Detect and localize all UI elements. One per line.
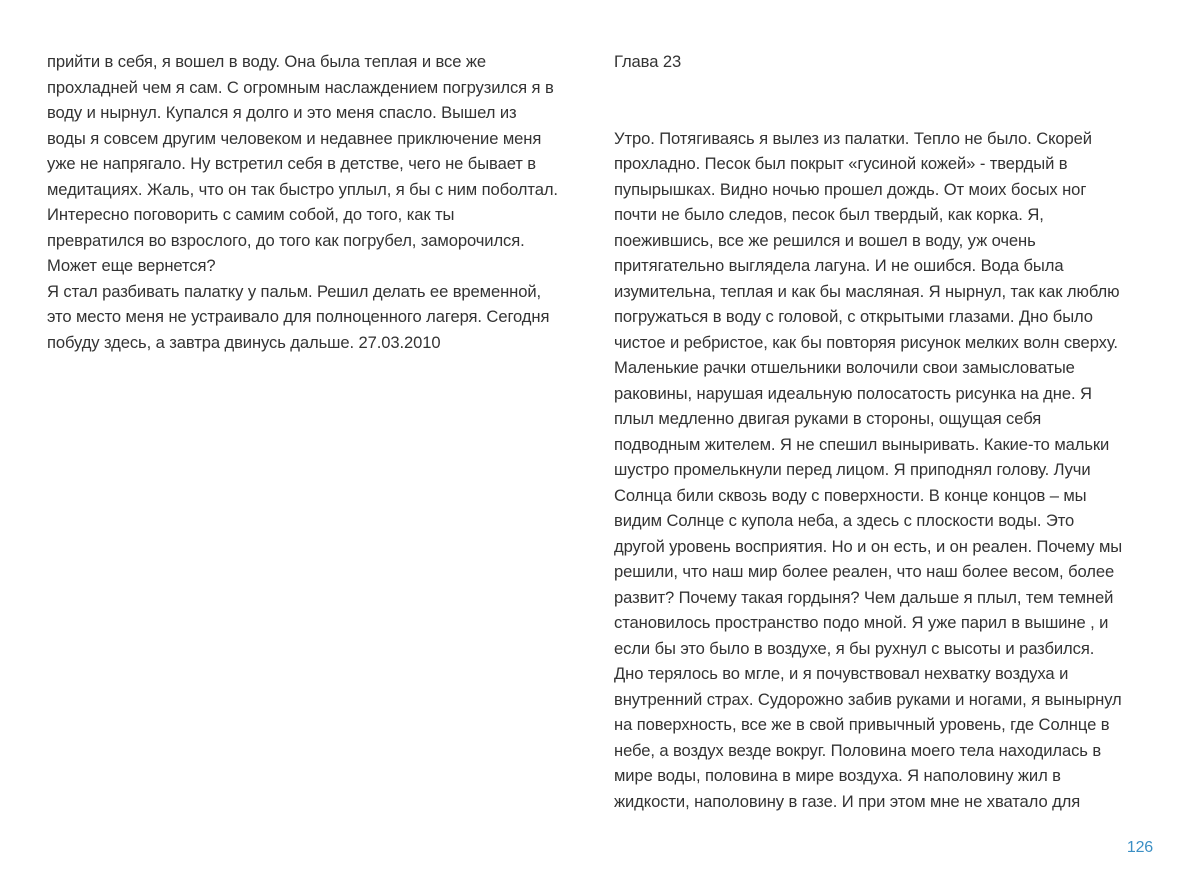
- text-line: побуду здесь, а завтра двинусь дальше. 27.03.2010: [47, 332, 441, 352]
- text-line: если бы это было в воздухе, я бы рухнул с высоты и разбился.: [614, 638, 1095, 658]
- text-line: Маленькие рачки отшельники волочили свои замысловатые: [614, 358, 1075, 377]
- text-line: прийти в себя, я вошел в воду. Она была теплая и все же: [47, 52, 487, 71]
- text-line: притягательно выглядела лагуна. И не ошибся. Вода была: [614, 256, 1064, 275]
- text-line: превратился во взрослого, до того как погрубел, заморочился.: [47, 230, 525, 250]
- text-line: поежившись, все же решился и вошел в воду, уж очень: [614, 230, 1036, 250]
- text-line: Утро. Потягиваясь я вылез из палатки. Тепло не было. Скорей: [614, 128, 1092, 148]
- text-line: воды я совсем другим человеком и недавнее приключение меня: [47, 128, 542, 148]
- text-line: чистое и ребристое, как бы повторяя рисунок мелких волн сверху.: [614, 332, 1118, 352]
- text-line: на поверхность, все же в свой привычный уровень, где Солнце в: [614, 715, 1110, 734]
- right-page-text: [614, 49, 1174, 814]
- text-line: развит? Почему такая гордыня? Чем дальше я плыл, тем темней: [614, 587, 1114, 607]
- text-line: погружаться в воду с головой, с открытыми глазами. Дно было: [614, 307, 1093, 326]
- text-line: медитациях. Жаль, что он так быстро уплыл, я бы с ним поболтал.: [47, 179, 558, 199]
- page-number: 126: [1126, 839, 1153, 856]
- chapter-title: Глава 23: [614, 52, 682, 71]
- text-line: Может еще вернется?: [47, 256, 216, 275]
- text-line: пупырышках. Видно ночью прошел дождь. От моих босых ног: [614, 179, 1087, 199]
- text-line: изумительна, теплая и как бы масляная. Я нырнул, так как люблю: [614, 281, 1120, 301]
- text-line: это место меня не устраивало для полноценного лагеря. Сегодня: [47, 307, 550, 326]
- text-line: подводным жителем. Я не спешил выныривать. Какие-то мальки: [614, 434, 1110, 454]
- text-line: мире воды, половина в мире воздуха. Я наполовину жил в: [614, 766, 1061, 785]
- text-line: Интересно поговорить с самим собой, до того, как ты: [47, 205, 455, 224]
- text-line: Я стал разбивать палатку у пальм. Решил делать ее временной,: [47, 281, 542, 301]
- chapter-spacer: [614, 75, 1174, 126]
- text-line: небе, а воздух везде вокруг. Половина моего тела находилась в: [614, 740, 1102, 760]
- text-line: прохладней чем я сам. С огромным наслаждением погрузился я в: [47, 77, 554, 97]
- text-line: плыл медленно двигая руками в стороны, ощущая себя: [614, 409, 1042, 428]
- text-line: решили, что наш мир более реален, что наш более весом, более: [614, 562, 1115, 581]
- text-line: воду и нырнул. Купался я долго и это меня спасло. Вышел из: [47, 103, 517, 122]
- text-line: шустро промелькнули перед лицом. Я приподнял голову. Лучи: [614, 460, 1091, 479]
- text-line: почти не было следов, песок был твердый, как корка. Я,: [614, 205, 1044, 224]
- text-line: жидкости, наполовину в газе. И при этом мне не хватало для: [614, 791, 1081, 811]
- text-line: внутренний страх. Судорожно забив руками и ногами, я вынырнул: [614, 689, 1122, 709]
- text-line: другой уровень восприятия. Но и он есть, и он реален. Почему мы: [614, 536, 1123, 556]
- text-line: прохладно. Песок был покрыт «гусиной кожей» - твердый в: [614, 154, 1068, 173]
- left-page-text: [47, 49, 592, 355]
- text-line: Солнца били сквозь воду с поверхности. В конце концов – мы: [614, 485, 1087, 505]
- text-line: уже не напрягало. Ну встретил себя в детстве, чего не бывает в: [47, 154, 536, 173]
- text-line: становилось пространство подо мной. Я уже парил в вышине , и: [614, 613, 1109, 632]
- text-line: раковины, нарушая идеальную полосатость рисунка на дне. Я: [614, 383, 1092, 403]
- text-line: видим Солнце с купола неба, а здесь с плоскости воды. Это: [614, 511, 1075, 530]
- text-line: Дно терялось во мгле, и я почувствовал нехватку воздуха и: [614, 664, 1069, 683]
